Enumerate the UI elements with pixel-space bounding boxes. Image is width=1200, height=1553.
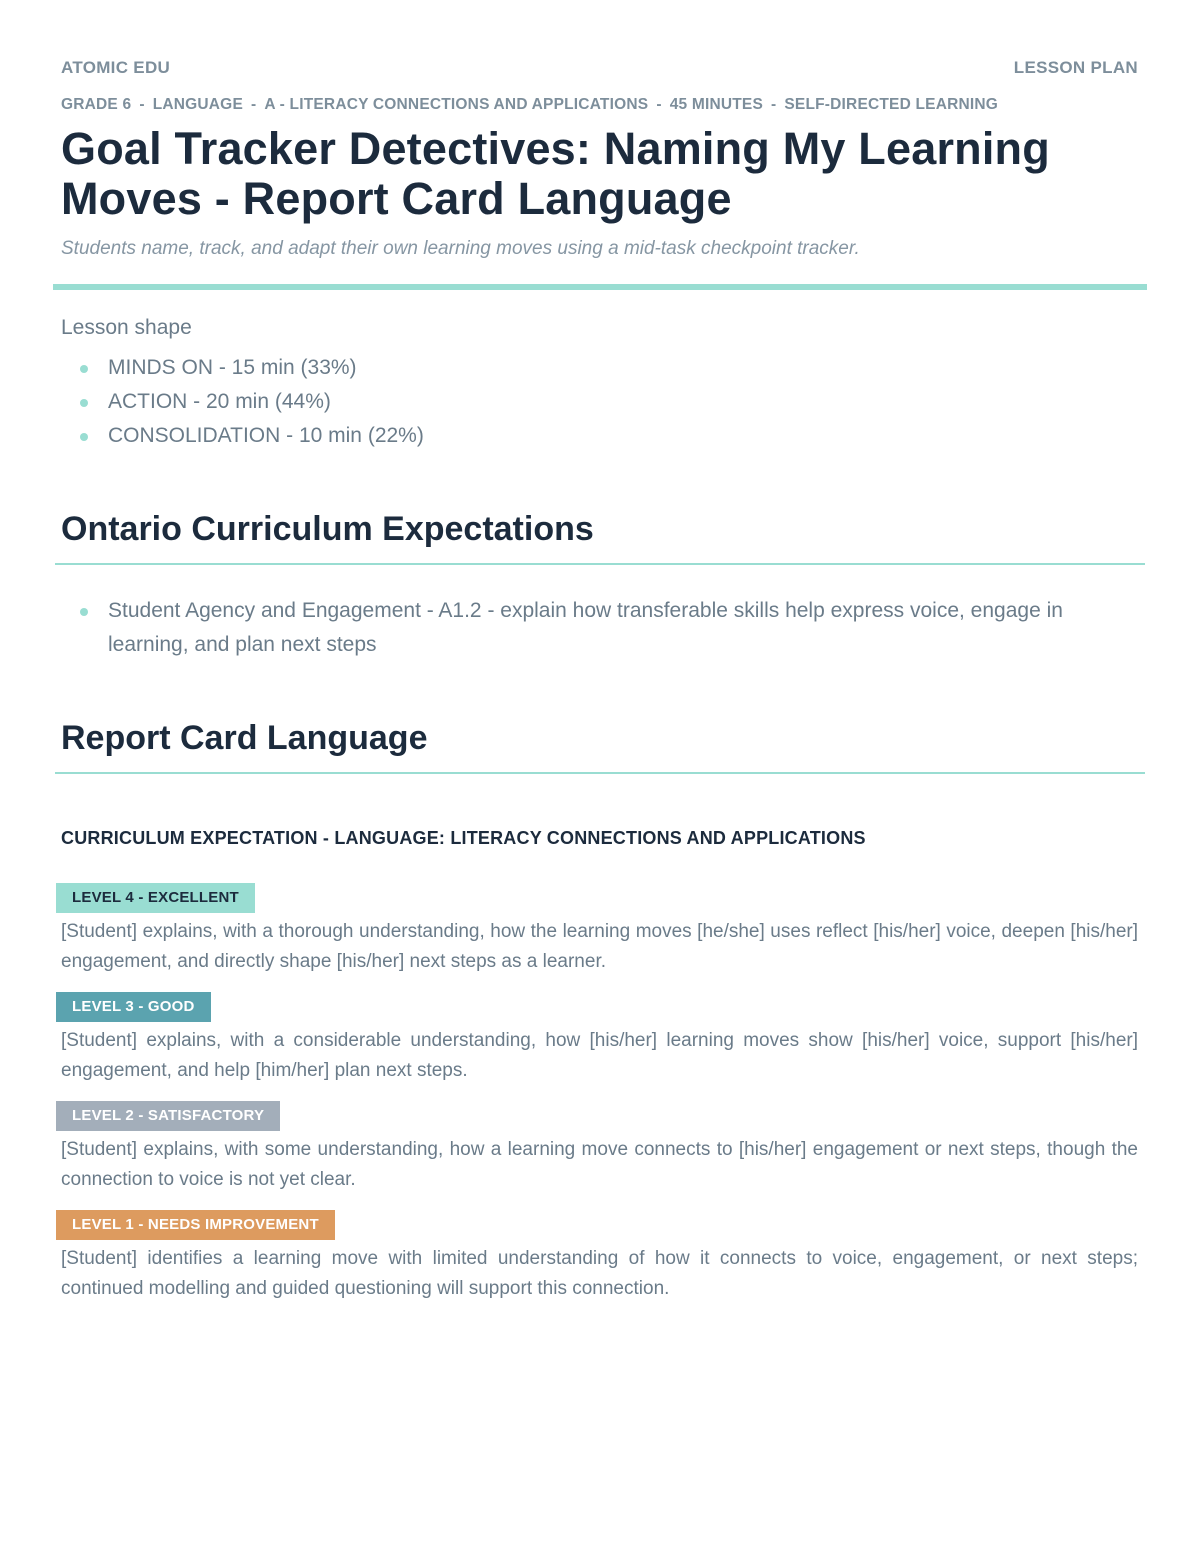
expectation-heading: CURRICULUM EXPECTATION - LANGUAGE: LITERACY CONNECTIONS AND APPLICATIONS bbox=[61, 828, 866, 848]
level-2-badge: LEVEL 2 - SATISFACTORY bbox=[56, 1101, 280, 1131]
curriculum-list bbox=[78, 594, 1118, 662]
list-item bbox=[78, 385, 424, 419]
report-card-heading: Report Card Language bbox=[61, 719, 428, 757]
list-item bbox=[78, 351, 424, 385]
level-1-badge: LEVEL 1 - NEEDS IMPROVEMENT bbox=[56, 1210, 335, 1240]
level-2-description: [Student] explains, with some understanding, how a learning move connects to [his/her] engagement or next steps, though the connection to voice is not yet clear. bbox=[61, 1139, 1138, 1190]
level-3-description: [Student] explains, with a considerable understanding, how [his/her] learning moves show [his/her] voice, support [his/her] engagement, and help [him/her] plan next steps. bbox=[61, 1030, 1138, 1081]
meta-separator: - bbox=[656, 96, 662, 113]
curriculum-item: Student Agency and Engagement - A1.2 - explain how transferable skills help express voice, engage in learning, and plan next steps bbox=[108, 599, 1063, 656]
level-4-badge: LEVEL 4 - EXCELLENT bbox=[56, 883, 255, 913]
brand-name: ATOMIC EDU bbox=[61, 58, 171, 77]
meta-strand: A - LITERACY CONNECTIONS AND APPLICATIONS bbox=[264, 96, 649, 113]
section-divider bbox=[55, 772, 1145, 774]
header-bar bbox=[61, 58, 1138, 78]
lesson-shape-list bbox=[78, 351, 424, 453]
level-1-description: [Student] identifies a learning move with limited understanding of how it connects to voice, engagement, or next steps; continued modelling and guided questioning will support this connection. bbox=[61, 1248, 1138, 1299]
title-divider bbox=[53, 284, 1147, 290]
meta-duration: 45 MINUTES bbox=[669, 96, 763, 113]
bullet-icon bbox=[80, 433, 88, 441]
list-item bbox=[78, 594, 1118, 662]
lesson-shape-item: ACTION - 20 min (44%) bbox=[108, 390, 331, 413]
bullet-icon bbox=[80, 608, 88, 616]
bullet-icon bbox=[80, 399, 88, 407]
bullet-icon bbox=[80, 365, 88, 373]
section-divider bbox=[55, 563, 1145, 565]
page-title: Goal Tracker Detectives: Naming My Learning Moves - Report Card Language bbox=[61, 123, 1050, 224]
list-item bbox=[78, 419, 424, 453]
curriculum-heading: Ontario Curriculum Expectations bbox=[61, 510, 594, 548]
meta-separator: - bbox=[139, 96, 145, 113]
lesson-shape-item: MINDS ON - 15 min (33%) bbox=[108, 356, 357, 379]
page-subtitle: Students name, track, and adapt their own learning moves using a mid-task checkpoint tracker. bbox=[61, 238, 860, 259]
meta-grade: GRADE 6 bbox=[61, 96, 132, 113]
document-type: LESSON PLAN bbox=[1013, 58, 1138, 77]
lesson-shape-item: CONSOLIDATION - 10 min (22%) bbox=[108, 424, 424, 447]
meta-separator: - bbox=[771, 96, 777, 113]
lesson-shape-label: Lesson shape bbox=[61, 316, 192, 339]
lesson-meta bbox=[61, 96, 1160, 114]
meta-separator: - bbox=[250, 96, 257, 113]
meta-subject: LANGUAGE bbox=[152, 96, 243, 113]
level-3-badge: LEVEL 3 - GOOD bbox=[56, 992, 211, 1022]
level-4-description: [Student] explains, with a thorough understanding, how the learning moves [he/she] uses reflect [his/her] voice, deepen [his/her] engagement, and directly shape [his/her] next steps as a learner. bbox=[61, 921, 1138, 972]
meta-mode: SELF-DIRECTED LEARNING bbox=[784, 96, 999, 113]
